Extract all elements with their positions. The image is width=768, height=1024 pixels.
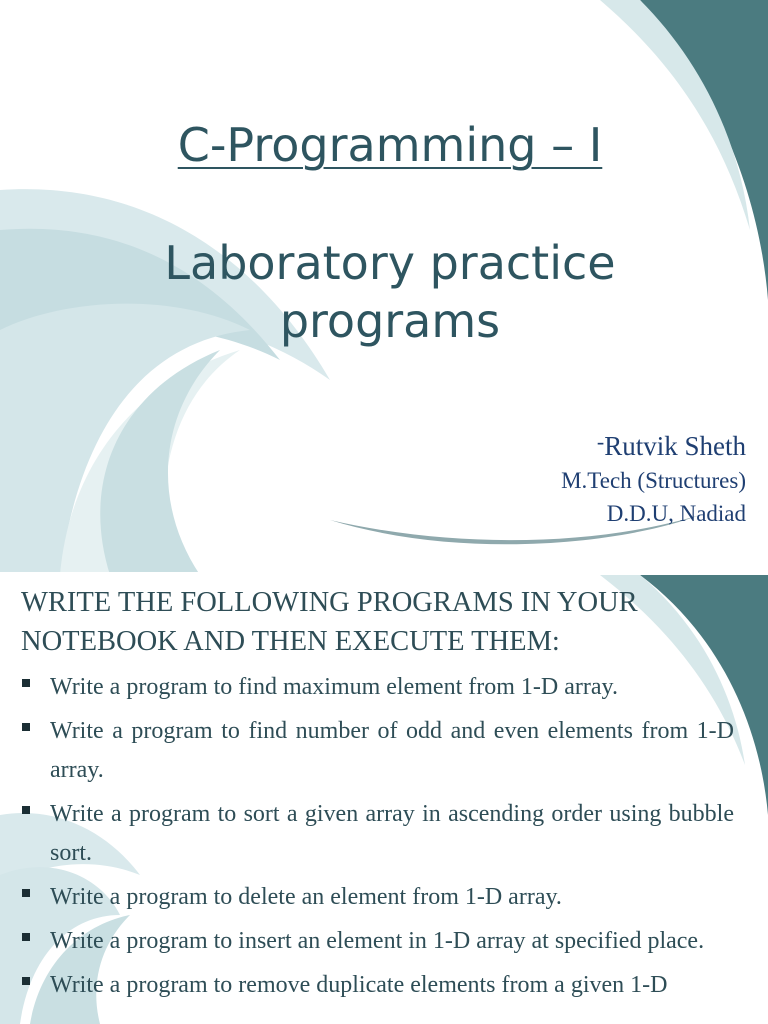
author-institute: D.D.U, Nadiad — [606, 501, 746, 526]
square-bullet-icon — [22, 723, 30, 731]
author-name-line — [561, 424, 746, 464]
square-bullet-icon — [22, 977, 30, 985]
list-item-text: Write a program to insert an element in 1-D array at specified place. — [50, 928, 705, 954]
slide-title: C-Programming – I — [177, 118, 603, 172]
square-bullet-icon — [22, 806, 30, 814]
list-item — [20, 795, 734, 873]
list-item-text: Write a program to delete an element from 1-D array. — [50, 884, 562, 910]
list-item-text: Write a program to find number of odd and even elements from 1-D array. — [50, 718, 734, 783]
list-item — [20, 712, 734, 790]
list-item-text: Write a program to sort a given array in ascending order using bubble sort. — [50, 801, 734, 866]
square-bullet-icon — [22, 933, 30, 941]
author-degree: M.Tech (Structures) — [561, 468, 746, 493]
program-list — [20, 668, 734, 1010]
list-item — [20, 878, 734, 917]
subtitle-line-2: programs — [279, 294, 501, 348]
slide-subtitle — [0, 234, 768, 350]
slide-heading: WRITE THE FOLLOWING PROGRAMS IN YOUR NOTEBOOK AND THEN EXECUTE THEM: — [21, 587, 638, 657]
author-dash: - — [596, 429, 605, 454]
list-item-text: Write a program to remove duplicate elements from a given 1-D — [50, 972, 668, 998]
subtitle-line-1: Laboratory practice — [164, 236, 616, 290]
list-item — [20, 668, 734, 707]
list-item — [20, 922, 734, 961]
list-item-text: Write a program to find maximum element from 1-D array. — [50, 674, 618, 700]
square-bullet-icon — [22, 889, 30, 897]
author-name: Rutvik Sheth — [604, 431, 746, 461]
square-bullet-icon — [22, 679, 30, 687]
author-block — [561, 424, 746, 530]
list-item — [20, 966, 734, 1005]
